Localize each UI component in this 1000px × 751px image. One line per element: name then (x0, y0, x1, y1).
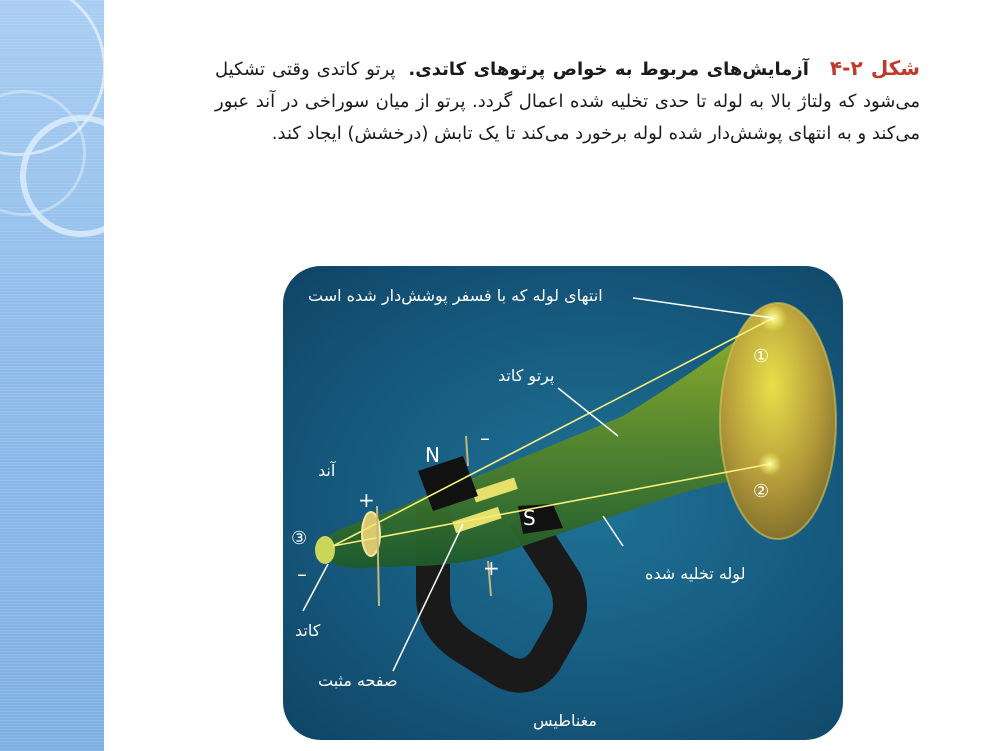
pointer-coated-end (633, 298, 773, 318)
figure-caption (215, 52, 920, 150)
minus-sign-cathode: – (297, 562, 307, 586)
figure-number: شکل ۲-۴ (829, 56, 920, 80)
label-cathode-ray: پرتو کاتد (498, 366, 555, 385)
glass-tube (327, 311, 788, 568)
plus-sign-bottom: + (483, 556, 500, 580)
label-evacuated-tube: لوله تخلیه شده (645, 564, 746, 583)
label-positive-plate: صفحه مثبت (318, 671, 398, 690)
pointer-cathode-ray (558, 388, 618, 436)
spot-1-marker: ① (753, 346, 770, 367)
label-cathode: کاتد (295, 621, 321, 640)
figure-title: آزمایش‌های مربوط به خواص پرتوهای کاتدی. (408, 59, 809, 80)
plus-sign-anode: + (358, 488, 375, 512)
glow-spot-2 (758, 452, 782, 476)
minus-sign-top: – (480, 426, 490, 450)
south-pole-label: S (523, 506, 536, 530)
pointer-evacuated-tube (603, 516, 623, 546)
cathode-ray-tube-illustration (283, 266, 843, 740)
label-coated-end: انتهای لوله که با فسفر پوشش‌دار شده است (308, 286, 603, 305)
spot-2-marker: ② (753, 481, 770, 502)
label-anode: آند (318, 461, 336, 480)
cathode-cap (315, 536, 335, 564)
spot-3-marker: ③ (291, 528, 308, 549)
label-magnet: مغناطیس (533, 711, 597, 730)
north-pole-label: N (425, 443, 440, 467)
caption-body: پرتو کاتدی وقتی تشکیل می‌شود که ولتاژ بالا به لوله تا حدی تخلیه شده اعمال گردد. پرتو از میان سوراخی در آند عبور می‌کند و به انتهای پوشش‌دار شده لوله برخورد می‌کند تا یک تابش (درخشش) ایجاد کند. (215, 59, 920, 144)
decorative-side-band (0, 0, 104, 751)
